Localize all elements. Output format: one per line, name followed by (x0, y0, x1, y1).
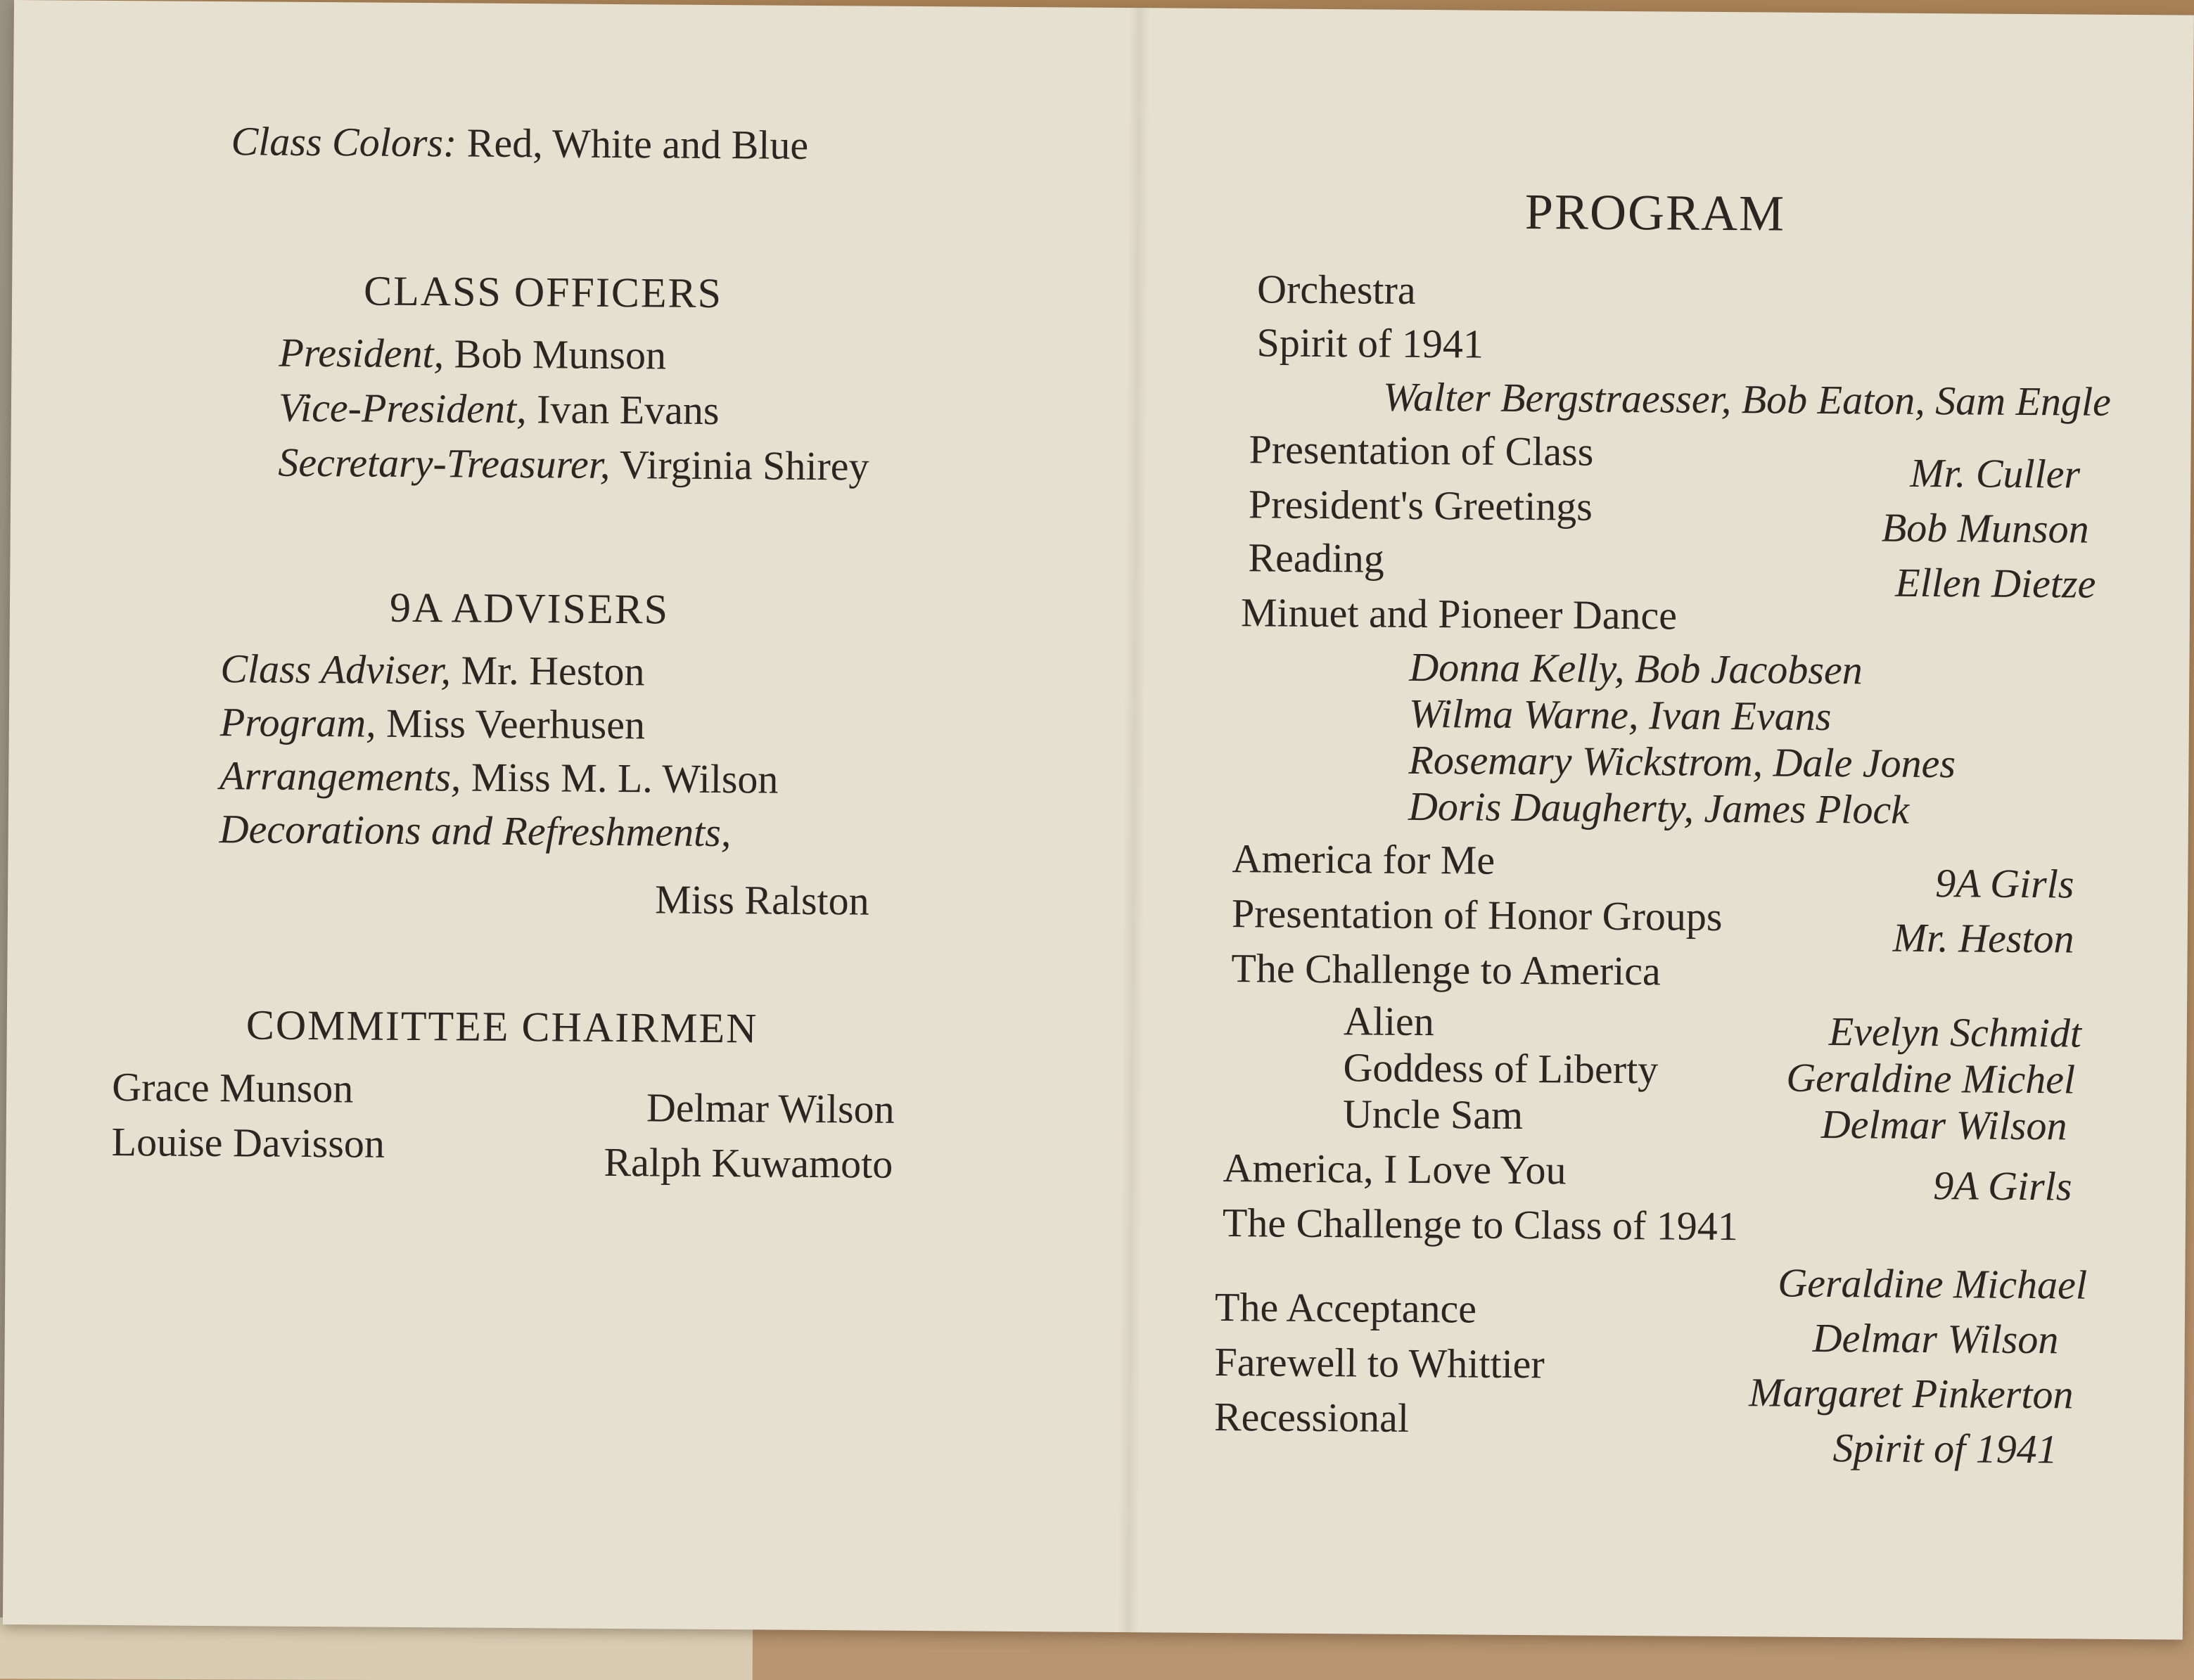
program-alien-by: Evelyn Schmidt (1828, 1008, 2082, 1056)
committee-right-1: Delmar Wilson (646, 1084, 895, 1132)
class-colors-value: Red, White and Blue (466, 120, 809, 168)
program-honor-groups-by: Mr. Heston (1892, 914, 2074, 962)
program-honor-groups: Presentation of Honor Groups (1231, 890, 1723, 940)
program-spirit: Spirit of 1941 (1256, 319, 1484, 367)
adviser-role: Program, (219, 699, 376, 746)
program-challenge-class-by: Geraldine Michael (1778, 1259, 2088, 1308)
adviser-role: Arrangements, (219, 752, 461, 800)
program-minuet-pair-3: Rosemary Wickstrom, Dale Jones (1408, 736, 1956, 787)
adviser-program (219, 699, 646, 748)
class-officers-heading: CLASS OFFICERS (363, 267, 723, 317)
program-america-for-me-by: 9A Girls (1935, 860, 2074, 907)
class-colors-line (231, 118, 809, 168)
adviser-name: Miss M. L. Wilson (471, 754, 779, 802)
program-america-love: America, I Love You (1223, 1145, 1567, 1193)
program-america-for-me: America for Me (1232, 835, 1495, 883)
officer-secretary-treasurer (278, 439, 869, 489)
committee-left-1: Grace Munson (111, 1064, 354, 1112)
advisers-heading: 9A ADVISERS (389, 584, 670, 633)
program-minuet-pair-1: Donna Kelly, Bob Jacobsen (1409, 643, 1863, 693)
program-farewell-by: Margaret Pinkerton (1749, 1369, 2074, 1418)
program-uncle-sam: Uncle Sam (1342, 1091, 1524, 1139)
committee-heading: COMMITTEE CHAIRMEN (245, 1001, 758, 1052)
program-presentation-class-by: Mr. Culler (1910, 449, 2081, 497)
program-goddess-by: Geraldine Michel (1786, 1054, 2076, 1103)
adviser-role: Class Adviser, (220, 646, 452, 693)
class-colors-label: Class Colors: (231, 118, 457, 166)
adviser-class (220, 646, 645, 695)
officer-name: Virginia Shirey (619, 442, 869, 489)
program-spirit-performers: Walter Bergstraesser, Bob Eaton, Sam Engle (1382, 373, 2112, 425)
committee-left-2: Louise Davisson (111, 1119, 385, 1167)
officer-role: President, (279, 329, 445, 377)
program-reading-by: Ellen Dietze (1895, 559, 2096, 607)
officer-name: Ivan Evans (536, 386, 720, 434)
officer-vice-president (278, 384, 720, 434)
program-orchestra: Orchestra (1256, 266, 1416, 313)
adviser-name: Miss Veerhusen (385, 700, 646, 748)
officer-president (279, 329, 667, 378)
committee-right-2: Ralph Kuwamoto (604, 1139, 893, 1187)
program-farewell: Farewell to Whittier (1214, 1338, 1545, 1387)
program-alien: Alien (1343, 998, 1434, 1045)
program-sheet (3, 0, 2194, 1640)
program-minuet-pair-2: Wilma Warne, Ivan Evans (1408, 690, 1832, 740)
program-heading: PROGRAM (1524, 184, 1786, 242)
program-america-love-by: 9A Girls (1933, 1162, 2072, 1210)
program-recessional-by: Spirit of 1941 (1832, 1425, 2058, 1473)
program-acceptance: The Acceptance (1214, 1283, 1477, 1332)
program-minuet-pair-4: Doris Daugherty, James Plock (1408, 783, 1910, 833)
program-challenge-america: The Challenge to America (1231, 945, 1662, 994)
adviser-name: Mr. Heston (461, 647, 645, 695)
program-recessional: Recessional (1213, 1393, 1410, 1441)
program-acceptance-by: Delmar Wilson (1812, 1314, 2059, 1363)
program-goddess: Goddess of Liberty (1343, 1044, 1659, 1093)
officer-role: Vice-President, (278, 384, 527, 432)
program-presentation-class: Presentation of Class (1249, 426, 1594, 475)
program-greetings: President's Greetings (1248, 481, 1593, 530)
adviser-decorations-name: Miss Ralston (654, 876, 869, 924)
officer-role: Secretary-Treasurer, (278, 439, 611, 487)
program-reading: Reading (1248, 534, 1385, 582)
program-challenge-class: The Challenge to Class of 1941 (1222, 1200, 1739, 1250)
program-greetings-by: Bob Munson (1881, 504, 2089, 552)
program-minuet: Minuet and Pioneer Dance (1240, 589, 1678, 639)
adviser-decorations-role: Decorations and Refreshments, (219, 806, 732, 856)
program-uncle-sam-by: Delmar Wilson (1820, 1101, 2067, 1149)
officer-name: Bob Munson (454, 331, 667, 378)
adviser-arrangements (219, 752, 779, 802)
